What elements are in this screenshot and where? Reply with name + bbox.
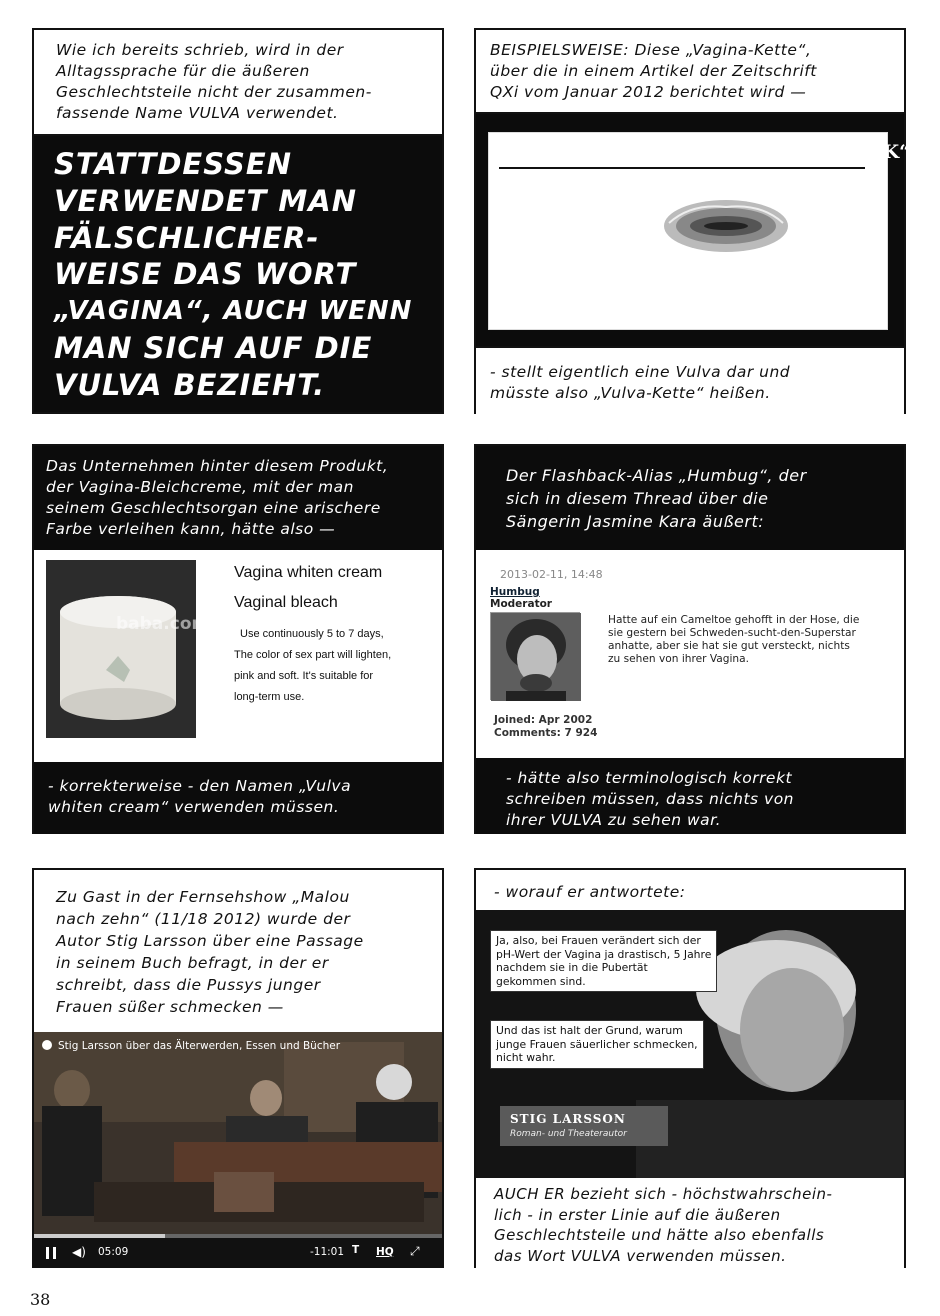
quote-bubble-1: Ja, also, bei Frauen verändert sich der pH-Wert der Vagina ja drastisch, 5 Jahre nachdem sie in die Pubertät gekommen sind.	[490, 930, 717, 992]
panel-4-caption: Der Flashback-Alias „Humbug“, der sich in diesem Thread über die Sängerin Jasmine Kara äußert:	[476, 446, 904, 550]
panel-6-caption: - worauf er antwortete:	[494, 883, 686, 901]
progress-fill	[34, 1234, 165, 1238]
cream-jar-icon	[46, 560, 196, 738]
fullscreen-icon[interactable]: ⤢	[410, 1244, 420, 1258]
bleach-jar-photo	[46, 560, 210, 738]
time-elapsed: 05:09	[98, 1246, 129, 1258]
panel-6	[474, 868, 906, 1268]
product-name-2: Vaginal bleach	[234, 594, 338, 611]
panel-3	[32, 444, 444, 834]
man-portrait-icon	[491, 613, 581, 701]
forum-post	[476, 550, 904, 758]
panel-4	[474, 444, 906, 834]
panel-4-bottom-caption: - hätte also terminologisch korrekt schreiben müssen, dass nichts von ihrer VULVA zu sehen war.	[476, 758, 904, 834]
panel-1	[32, 28, 444, 414]
product-desc: Use continuously 5 to 7 days, The color of sex part will lighten, pink and soft. It's suitable for long-term use.	[234, 628, 392, 703]
panel-6-bottom-caption: AUCH ER bezieht sich - höchstwahrschein- lich - in erster Linie auf die äußeren Geschlechtsteile und hätte also ebenfalls das Wort VULVA verwenden müssen.	[476, 1178, 904, 1268]
page-number: 38	[30, 1290, 51, 1309]
panel-2-caption: BEISPIELSWEISE: Diese „Vagina-Kette“, über die in einem Artikel der Zeitschrift QXi vom Januar 2012 berichtet wird —	[476, 30, 904, 114]
name-tag-subtitle: Roman- und Theaterautor	[510, 1129, 627, 1139]
video-title: Stig Larsson über das Älterwerden, Essen und Bücher	[42, 1040, 340, 1052]
magazine-article	[476, 114, 911, 346]
hq-button[interactable]: HQ	[376, 1246, 394, 1258]
studio-scene	[34, 1032, 442, 1268]
panel-3-bottom-caption: - korrekterweise - den Namen „Vulva whiten cream“ verwenden müssen.	[34, 762, 442, 834]
post-date: 2013-02-11, 14:48	[500, 568, 603, 581]
panel-5-caption: Zu Gast in der Fernsehshow „Malou nach zehn“ (11/18 2012) wurde der Autor Stig Larsson über eine Passage in seinem Buch befragt, in der er schreibt, dass die Pussys junger Frauen süßer schmecken —	[34, 870, 442, 1030]
product-name-1: Vagina whiten cream	[234, 564, 383, 581]
article-clipping	[488, 132, 911, 330]
quote-bubble-2: Und das ist halt der Grund, warum junge Frauen säuerlicher schmecken, nicht wahr.	[490, 1020, 704, 1069]
post-username[interactable]: Humbug	[490, 586, 540, 598]
post-user-role: Moderator	[490, 598, 552, 610]
article-image-caption: Die Vagina-Kette	[781, 257, 875, 270]
name-tag-title: STIG LARSSON	[510, 1112, 626, 1126]
post-text: Hatte auf ein Cameltoe gehofft in der Hose, die sie gestern bei Schweden-sucht-den-Superstar anhatte, aber sie hat sie gut versteckt, nichts zu sehen von ihrer Vagina.	[608, 614, 860, 665]
tv-interview-still	[476, 910, 904, 1178]
panel-3-caption: Das Unternehmen hinter diesem Produkt, der Vagina-Bleichcreme, mit der man seinem Geschlechtsorgan eine arischere Farbe verleihen kann, hätte also —	[34, 446, 442, 550]
product-description	[234, 564, 391, 708]
panel-2-bottom-caption: - stellt eigentlich eine Vulva dar und müsste also „Vulva-Kette“ heißen.	[476, 346, 904, 414]
user-avatar	[490, 612, 580, 700]
text-icon[interactable]: T	[352, 1244, 360, 1256]
info-icon	[42, 1040, 52, 1050]
user-joined: Joined: Apr 2002 Comments: 7 924	[494, 714, 598, 739]
panel-1-caption: Wie ich bereits schrieb, wird in der Alltagssprache für die äußeren Geschlechtsteile nicht der zusammen- fassende Name VULVA verwendet.	[34, 30, 442, 136]
panel-1-headline: STATTDESSEN VERWENDET MAN FÄLSCHLICHER- WEISE DAS WORT „VAGINA“, AUCH WENN MAN SICH AUF DIE VULVA BEZIEHT.	[54, 147, 413, 402]
product-watermark: baba.com	[116, 614, 210, 634]
panel-5	[32, 868, 444, 1268]
pause-icon[interactable]	[46, 1247, 56, 1259]
article-title: „VIKTOR MACHT VAGINA-SCHMUCK“	[499, 141, 911, 163]
name-tag	[500, 1106, 668, 1146]
panel-2	[474, 28, 911, 414]
volume-icon[interactable]: ◀)	[72, 1245, 86, 1259]
product-area	[34, 550, 442, 762]
article-title-rule	[499, 167, 865, 169]
progress-track[interactable]	[34, 1234, 442, 1238]
article-dropcap: D	[501, 173, 518, 195]
vagina-chain-image	[661, 193, 791, 259]
time-remaining: -11:01	[310, 1246, 345, 1258]
video-controls	[34, 1234, 442, 1268]
tv-show-video[interactable]	[34, 1032, 442, 1268]
article-body: Die Idee für die Vagina- Kette war zunächst ein Witz, entwickelte sich aber anschließend zu einem der Produkte, auf die er am besonders stolz ist. „Das ist ein richtiger Bestseller“, erzählt Viktor Erlandsson begeistert.	[501, 173, 655, 316]
